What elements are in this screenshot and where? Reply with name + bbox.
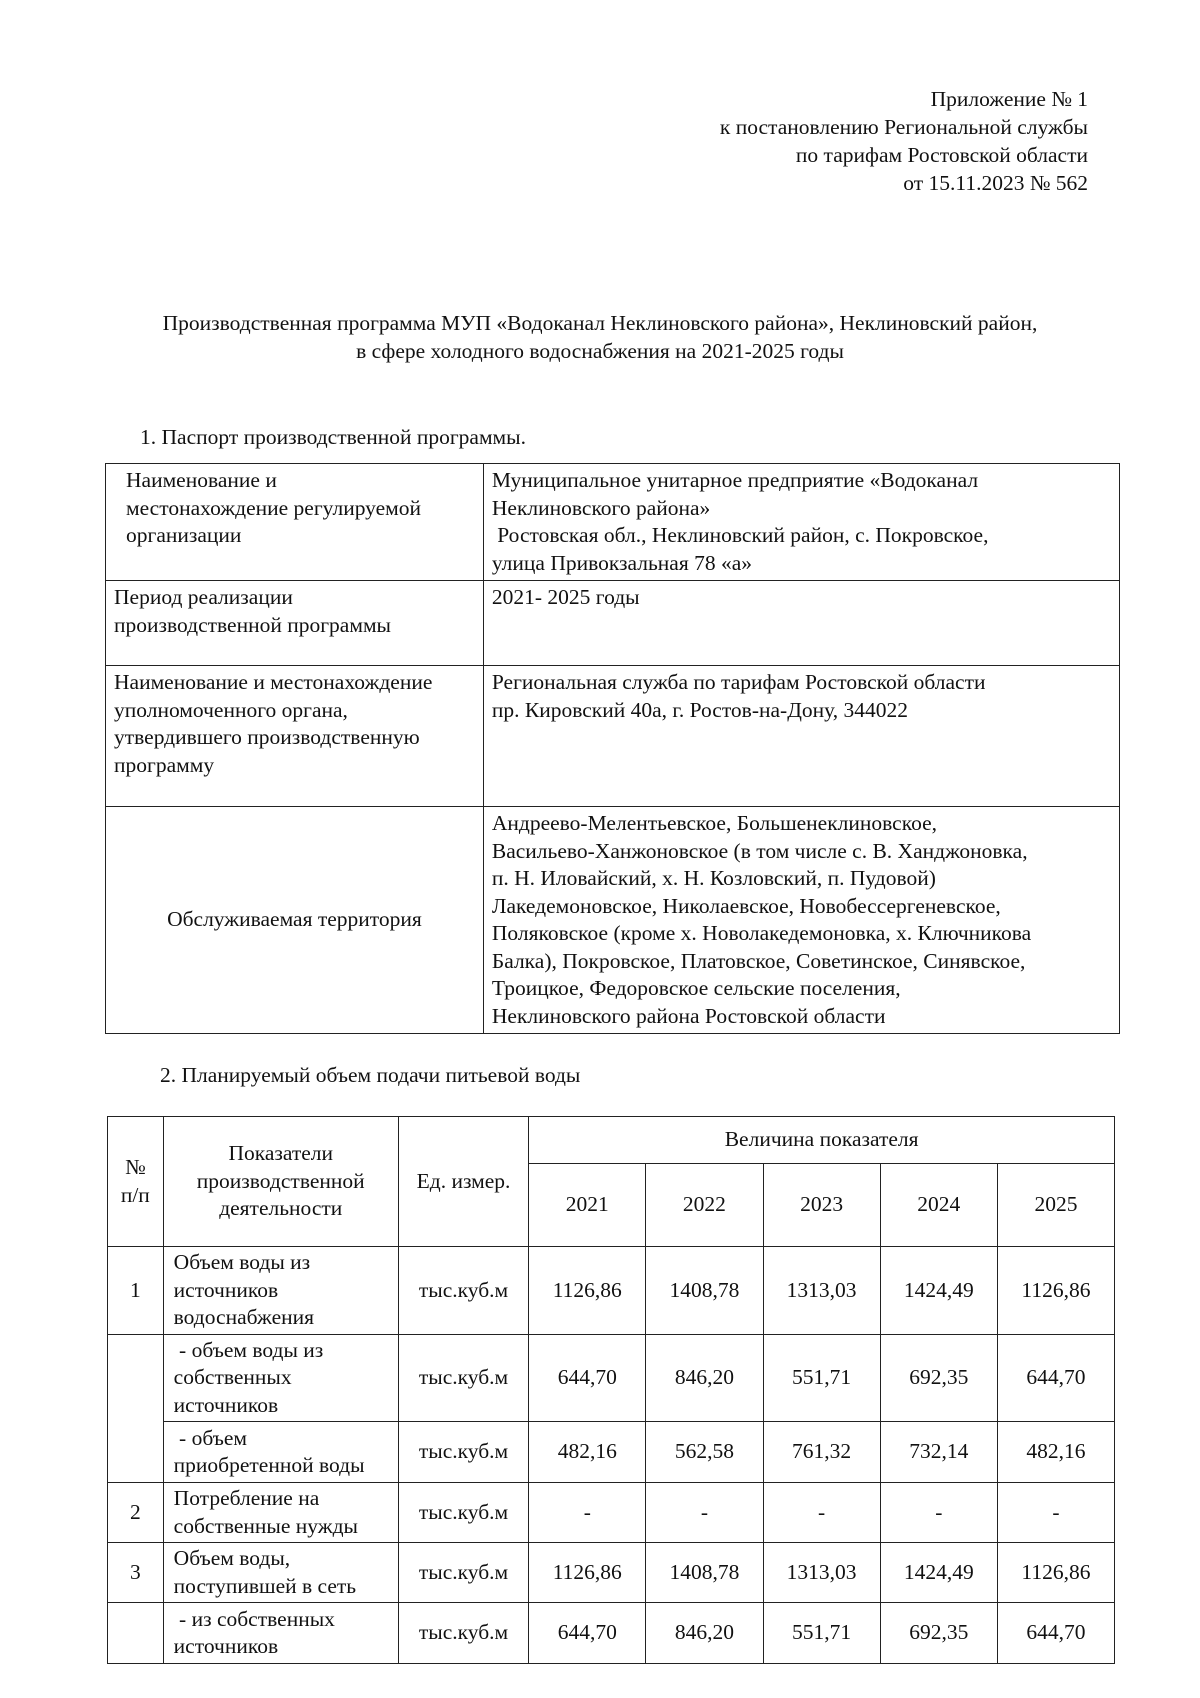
- row-value: -: [997, 1483, 1114, 1543]
- row-value: -: [529, 1483, 646, 1543]
- passport-value-line: улица Привокзальная 78 «а»: [491, 550, 753, 575]
- document-title: [80, 310, 1120, 366]
- row-indicator-line: Объем воды из: [173, 1250, 311, 1274]
- row-indicator: [163, 1334, 398, 1422]
- passport-row: [106, 464, 1120, 581]
- row-value: 846,20: [646, 1603, 763, 1664]
- row-value: 1126,86: [997, 1543, 1114, 1603]
- row-value: 644,70: [997, 1334, 1114, 1422]
- passport-value-line: пр. Кировский 40а, г. Ростов-на-Дону, 344022: [491, 697, 908, 722]
- table-row: [108, 1422, 1115, 1483]
- row-value: 1408,78: [646, 1247, 763, 1335]
- row-indicator: [163, 1422, 398, 1483]
- passport-value-cell: [483, 666, 1119, 807]
- row-unit: тыс.куб.м: [398, 1247, 528, 1335]
- row-value: 1408,78: [646, 1543, 763, 1603]
- passport-label-line: Наименование и: [126, 468, 277, 492]
- header-indicator-line: производственной: [196, 1168, 365, 1193]
- passport-row: [106, 666, 1120, 807]
- row-value: -: [763, 1483, 880, 1543]
- header-year: 2025: [997, 1164, 1114, 1247]
- row-indicator-line: Потребление на: [173, 1486, 320, 1511]
- passport-label-cell: [106, 581, 484, 666]
- passport-label-cell: [106, 666, 484, 807]
- row-unit: тыс.куб.м: [398, 1603, 528, 1664]
- row-indicator-line: поступившей в сеть: [173, 1573, 357, 1598]
- row-indicator-line: - объем: [173, 1425, 248, 1450]
- row-value: 1313,03: [763, 1247, 880, 1335]
- passport-value-line: Лакедемоновское, Николаевское, Новобессергеневское,: [491, 893, 1001, 918]
- water-volume-table: [107, 1116, 1115, 1664]
- section-1-heading: 1. Паспорт производственной программы.: [140, 425, 526, 449]
- row-value: 562,58: [646, 1422, 763, 1483]
- row-value: 846,20: [646, 1334, 763, 1422]
- header-number-line: №: [125, 1154, 146, 1179]
- header-year: 2024: [880, 1164, 997, 1247]
- row-number: [108, 1334, 164, 1483]
- row-value: 551,71: [763, 1603, 880, 1664]
- row-indicator-line: источников: [173, 1277, 279, 1302]
- table-header-row: [108, 1117, 1115, 1164]
- passport-label-line: утвердившего производственную: [114, 725, 420, 750]
- appendix-line: от 15.11.2023 № 562: [903, 170, 1088, 195]
- row-indicator: [163, 1543, 398, 1603]
- passport-value-line: Неклиновского района»: [491, 495, 711, 520]
- passport-label-line: местонахождение регулируемой: [126, 495, 422, 520]
- passport-value-line: Неклиновского района Ростовской области: [491, 1003, 886, 1028]
- passport-label-line: программу: [114, 752, 215, 777]
- header-year: 2021: [529, 1164, 646, 1247]
- document-title-line: Производственная программа МУП «Водоканал Неклиновского района», Неклиновский район,: [162, 311, 1038, 335]
- row-indicator-line: - из собственных: [173, 1606, 335, 1631]
- row-value: -: [880, 1483, 997, 1543]
- header-year: 2023: [763, 1164, 880, 1247]
- row-value: 1313,03: [763, 1543, 880, 1603]
- row-value: 1424,49: [880, 1247, 997, 1335]
- table-row: [108, 1334, 1115, 1422]
- passport-value-line: Региональная служба по тарифам Ростовской области: [491, 670, 986, 695]
- row-indicator-line: собственные нужды: [173, 1513, 358, 1538]
- row-indicator-line: водоснабжения: [173, 1305, 315, 1330]
- appendix-header: [720, 86, 1088, 198]
- row-unit: тыс.куб.м: [398, 1483, 528, 1543]
- passport-value-cell: [483, 581, 1119, 666]
- passport-label-cell: [106, 807, 484, 1034]
- row-indicator: [163, 1483, 398, 1543]
- header-number-line: п/п: [120, 1182, 150, 1207]
- header-year: 2022: [646, 1164, 763, 1247]
- passport-row: [106, 807, 1120, 1034]
- passport-label-line: производственной программы: [114, 612, 392, 637]
- row-indicator-line: приобретенной воды: [173, 1453, 365, 1478]
- row-indicator-line: собственных: [173, 1365, 292, 1390]
- passport-value-line: Балка), Покровское, Платовское, Советинское, Синявское,: [491, 948, 1026, 973]
- passport-value-line: Ростовская обл., Неклиновский район, с. Покровское,: [491, 523, 989, 548]
- row-value: 551,71: [763, 1334, 880, 1422]
- passport-table: [105, 463, 1120, 1034]
- row-indicator-line: источников: [173, 1634, 279, 1659]
- passport-value-line: 2021- 2025 годы: [491, 585, 640, 610]
- row-value: -: [646, 1483, 763, 1543]
- row-indicator-line: - объем воды из: [173, 1337, 324, 1362]
- passport-value-cell: [483, 807, 1119, 1034]
- appendix-line: Приложение № 1: [930, 87, 1088, 111]
- passport-value-line: Васильево-Ханжоновское (в том числе с. В. Ханджоновка,: [491, 838, 1028, 863]
- appendix-line: к постановлению Региональной службы: [719, 114, 1088, 139]
- row-value: 482,16: [529, 1422, 646, 1483]
- passport-label-line: уполномоченного органа,: [114, 697, 348, 722]
- row-value: 1126,86: [529, 1543, 646, 1603]
- passport-value-line: Троицкое, Федоровское сельские поселения,: [491, 976, 901, 1001]
- passport-label-line: организации: [126, 523, 242, 548]
- appendix-line: по тарифам Ростовской области: [795, 142, 1088, 167]
- row-value: 1126,86: [529, 1247, 646, 1335]
- table-row: [108, 1543, 1115, 1603]
- row-value: 644,70: [529, 1334, 646, 1422]
- row-value: 1126,86: [997, 1247, 1114, 1335]
- passport-label-line: Наименование и местонахождение: [114, 670, 433, 695]
- passport-value-line: Поляковское (кроме х. Новолакедемоновка, х. Ключникова: [491, 921, 1032, 946]
- row-number: 1: [108, 1247, 164, 1335]
- passport-label-line: Обслуживаемая территория: [167, 907, 422, 932]
- table-row: [108, 1483, 1115, 1543]
- row-indicator: [163, 1247, 398, 1335]
- row-indicator-line: источников: [173, 1392, 279, 1417]
- passport-row: [106, 581, 1120, 666]
- row-value: 644,70: [529, 1603, 646, 1664]
- header-indicator-line: деятельности: [219, 1196, 343, 1221]
- document-title-line: в сфере холодного водоснабжения на 2021-2025 годы: [356, 338, 844, 363]
- row-value: 482,16: [997, 1422, 1114, 1483]
- header-indicator: [163, 1117, 398, 1247]
- row-number: 2: [108, 1483, 164, 1543]
- table-row: [108, 1247, 1115, 1335]
- passport-value-line: Андреево-Мелентьевское, Большенеклиновское,: [491, 811, 938, 836]
- row-indicator: [163, 1603, 398, 1664]
- passport-value-line: п. Н. Иловайский, х. Н. Козловский, п. Пудовой): [491, 866, 936, 891]
- section-2-heading: 2. Планируемый объем подачи питьевой воды: [160, 1063, 581, 1087]
- header-unit: Ед. измер.: [398, 1117, 528, 1247]
- header-value-group: Величина показателя: [529, 1117, 1115, 1164]
- passport-label-cell: [106, 464, 484, 581]
- passport-value-line: Муниципальное унитарное предприятие «Водоканал: [491, 468, 979, 492]
- passport-label-line: Период реализации: [114, 585, 293, 610]
- row-unit: тыс.куб.м: [398, 1334, 528, 1422]
- row-value: 644,70: [997, 1603, 1114, 1664]
- header-number: [108, 1117, 164, 1247]
- header-indicator-line: Показатели: [228, 1141, 334, 1166]
- row-unit: тыс.куб.м: [398, 1422, 528, 1483]
- passport-value-cell: [483, 464, 1119, 581]
- table-row: [108, 1603, 1115, 1664]
- row-value: 692,35: [880, 1603, 997, 1664]
- row-number: [108, 1603, 164, 1664]
- row-value: 732,14: [880, 1422, 997, 1483]
- row-value: 692,35: [880, 1334, 997, 1422]
- row-number: 3: [108, 1543, 164, 1603]
- row-unit: тыс.куб.м: [398, 1543, 528, 1603]
- row-value: 761,32: [763, 1422, 880, 1483]
- row-indicator-line: Объем воды,: [173, 1546, 291, 1571]
- row-value: 1424,49: [880, 1543, 997, 1603]
